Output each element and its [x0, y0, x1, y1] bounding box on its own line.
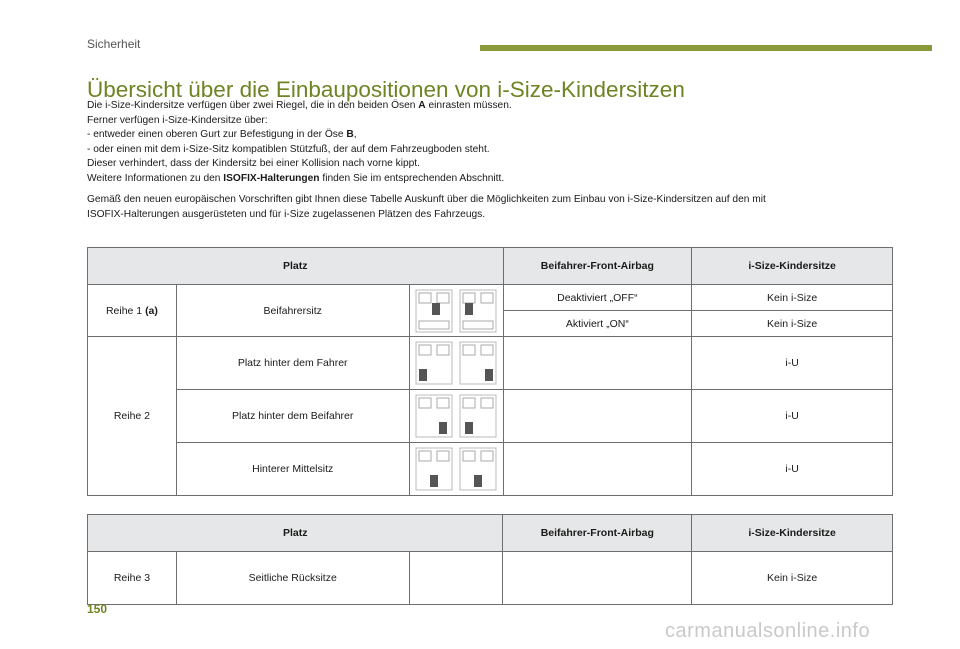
reihe-3-cell: Reihe 3 — [88, 552, 177, 605]
reihe-1-cell: Reihe 1 (a) — [88, 285, 177, 337]
table-header-row — [88, 248, 893, 285]
header-isize: i-Size-Kindersitze — [692, 248, 893, 285]
table-header-row — [88, 515, 893, 552]
airbag-cell — [503, 443, 692, 496]
intro-line: - oder einen mit dem i-Size-Sitz kompatiblen Stützfuß, der auf dem Fahrzeugboden steht. — [87, 143, 490, 155]
seat-diagram-behind-driver-icon — [410, 341, 503, 385]
intro-text — [87, 99, 907, 222]
intro-line: Die i-Size-Kindersitze verfügen über zwei Riegel, die in den beiden Ösen A einrasten müssen. — [87, 100, 512, 111]
page-title: Übersicht über die Einbaupositionen von i-Size-Kindersitzen — [87, 77, 685, 103]
seat-diagram-cell — [409, 285, 503, 337]
isize-cell: i-U — [692, 443, 893, 496]
isize-cell: Kein i-Size — [692, 311, 893, 337]
reihe-2-cell: Reihe 2 — [88, 337, 177, 496]
platz-cell: Seitliche Rücksitze — [176, 552, 409, 605]
isize-table-rows-1-2 — [87, 247, 893, 496]
seat-diagram-passenger-icon — [410, 289, 503, 333]
platz-cell: Hinterer Mittelsitz — [176, 443, 409, 496]
seat-diagram-cell — [409, 390, 503, 443]
header-platz: Platz — [88, 248, 504, 285]
header-isize: i-Size-Kindersitze — [692, 515, 893, 552]
table-row — [88, 337, 893, 390]
section-header: Sicherheit — [87, 37, 141, 51]
isize-table-row-3 — [87, 514, 893, 605]
intro-line: Gemäß den neuen europäischen Vorschriften gibt Ihnen diese Tabelle Auskunft über die Möglichkeiten zum Einbau von i-Size-Kindersitzen auf den mit — [87, 194, 766, 205]
seat-diagram-cell — [409, 443, 503, 496]
seat-diagram-cell — [409, 337, 503, 390]
platz-cell: Beifahrersitz — [176, 285, 409, 337]
table-row — [88, 443, 893, 496]
watermark: carmanualsonline.info — [665, 620, 871, 642]
section-header-bar — [480, 45, 932, 51]
header-airbag: Beifahrer-Front-Airbag — [503, 248, 692, 285]
intro-line: Weitere Informationen zu den ISOFIX-Halterungen finden Sie im entsprechenden Abschnitt. — [87, 172, 505, 184]
table-row — [88, 390, 893, 443]
intro-line: Dieser verhindert, dass der Kindersitz bei einer Kollision nach vorne kippt. — [87, 158, 420, 169]
page-number: 150 — [87, 602, 108, 616]
platz-cell: Platz hinter dem Fahrer — [176, 337, 409, 390]
intro-line: ISOFIX-Halterungen ausgerüsteten und für i-Size zugelassenen Plätzen des Fahrzeugs. — [87, 208, 486, 220]
seat-diagram-behind-passenger-icon — [410, 394, 503, 438]
platz-cell: Platz hinter dem Beifahrer — [176, 390, 409, 443]
intro-line: Ferner verfügen i-Size-Kindersitze über: — [87, 114, 268, 126]
isize-cell: i-U — [692, 390, 893, 443]
header-platz: Platz — [88, 515, 503, 552]
seat-diagram-rear-middle-icon — [410, 447, 503, 491]
table-row — [88, 552, 893, 605]
airbag-on-cell: Aktiviert „ON“ — [503, 311, 692, 337]
isize-cell: Kein i-Size — [692, 285, 893, 311]
table-row — [88, 285, 893, 311]
header-airbag: Beifahrer-Front-Airbag — [503, 515, 692, 552]
seat-diagram-cell — [409, 552, 503, 605]
airbag-off-cell: Deaktiviert „OFF“ — [503, 285, 692, 311]
airbag-cell — [503, 390, 692, 443]
isize-cell: Kein i-Size — [692, 552, 893, 605]
airbag-cell — [503, 337, 692, 390]
intro-line: - entweder einen oberen Gurt zur Befestigung in der Öse B, — [87, 129, 357, 140]
airbag-cell — [503, 552, 692, 605]
isize-cell: i-U — [692, 337, 893, 390]
